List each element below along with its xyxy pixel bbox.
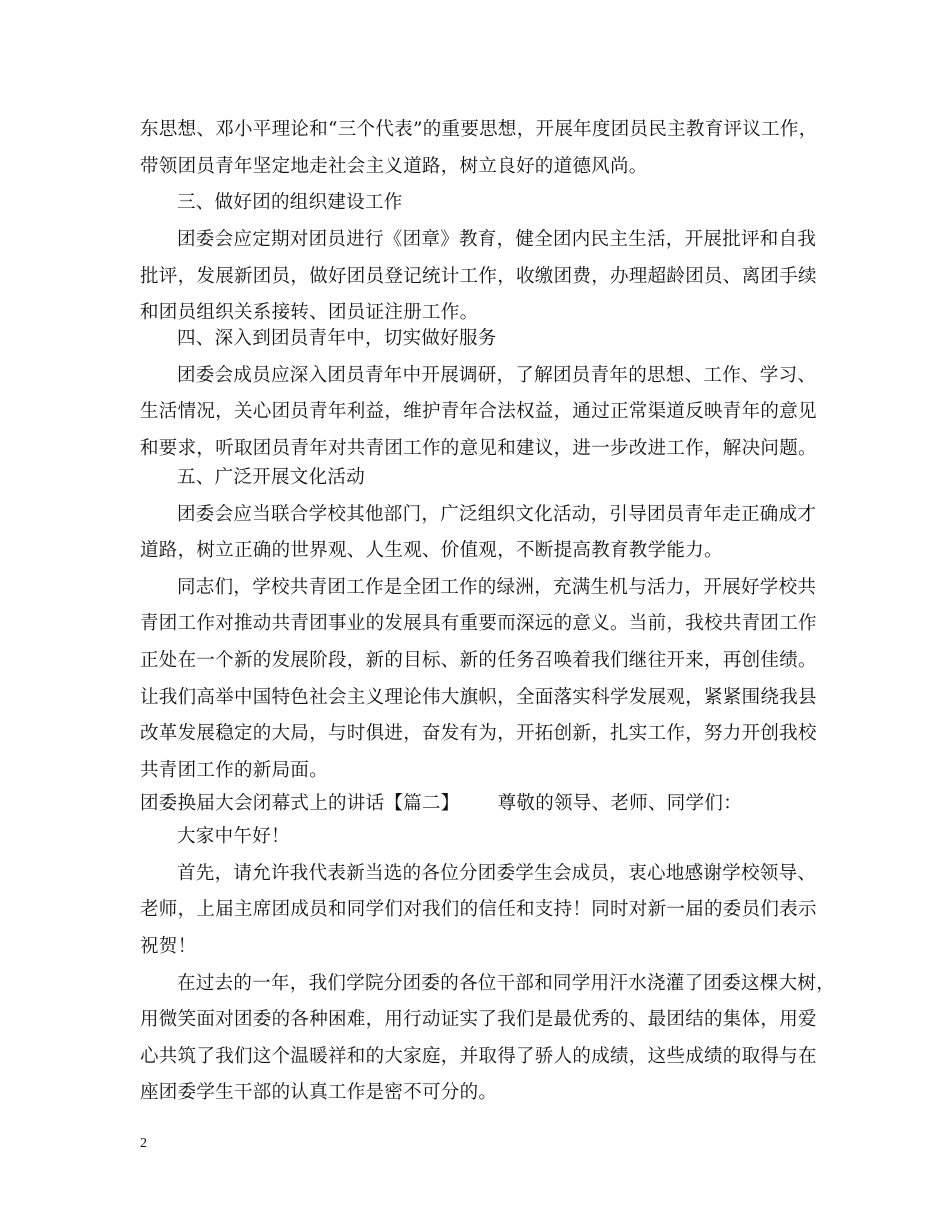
paragraph-line: 和团员组织关系接转、团员证注册工作。 [140, 302, 479, 323]
paragraph-line: 道路，树立正确的世界观、人生观、价值观，不断提高教育教学能力。 [140, 540, 723, 561]
paragraph-line: 在过去的一年，我们学院分团委的各位干部和同学用汗水浇灌了团委这棵大树， [177, 973, 836, 994]
paragraph-line: 改革发展稳定的大局，与时俱进，奋发有为，开拓创新，扎实工作，努力开创我校 [140, 723, 817, 744]
paragraph-line: 团委会应当联合学校其他部门，广泛组织文化活动，引导团员青年走正确成才 [177, 504, 817, 525]
paragraph-line: 批评，发展新团员，做好团员登记统计工作，收缴团费，办理超龄团员、离团手续 [140, 266, 817, 287]
page-number: 2 [140, 1136, 147, 1151]
paragraph-line: 首先，请允许我代表新当选的各位分团委学生会成员，衷心地感谢学校领导、 [177, 863, 817, 884]
paragraph-line: 老师，上届主席团成员和同学们对我们的信任和支持！同时对新一届的委员们表示 [140, 899, 817, 920]
paragraph-line: 座团委学生干部的认真工作是密不可分的。 [140, 1082, 498, 1103]
paragraph-line: 和要求，听取团员青年对共青团工作的意见和建议，进一步改进工作，解决问题。 [140, 438, 817, 459]
paragraph-line: 正处在一个新的发展阶段，新的目标、新的任务召唤着我们继往开来，再创佳绩。 [140, 650, 817, 671]
section-heading: 五、广泛开展文化活动 [177, 467, 366, 488]
paragraph-line: 团委会成员应深入团员青年中开展调研，了解团员青年的思想、工作、学习、 [177, 365, 817, 386]
paragraph-line: 祝贺！ [140, 936, 197, 957]
paragraph-line: 心共筑了我们这个温暖祥和的大家庭，并取得了骄人的成绩，这些成绩的取得与在 [140, 1046, 817, 1067]
paragraph-line: 带领团员青年坚定地走社会主义道路，树立良好的道德风尚。 [140, 156, 648, 177]
paragraph-line: 共青团工作的新局面。 [140, 760, 329, 781]
paragraph-line: 生活情况，关心团员青年利益，维护青年合法权益，通过正常渠道反映青年的意见 [140, 401, 817, 422]
section-heading: 三、做好团的组织建设工作 [177, 192, 403, 213]
paragraph-line: 让我们高举中国特色社会主义理论伟大旗帜，全面落实科学发展观，紧紧围绕我县 [140, 687, 817, 708]
article-title: 团委换届大会闭幕式上的讲话【篇二】 [140, 793, 460, 814]
paragraph-line: 青团工作对推动共青团事业的发展具有重要而深远的意义。当前，我校共青团工作 [140, 613, 817, 634]
greeting: 尊敬的领导、老师、同学们： [497, 793, 743, 814]
paragraph-line: 用微笑面对团委的各种困难，用行动证实了我们是最优秀的、最团结的集体，用爱 [140, 1009, 817, 1030]
paragraph-line: 大家中午好！ [177, 826, 290, 847]
paragraph-line: 团委会应定期对团员进行《团章》教育，健全团内民主生活，开展批评和自我 [177, 229, 817, 250]
paragraph-line: 同志们，学校共青团工作是全团工作的绿洲，充满生机与活力，开展好学校共 [177, 577, 817, 598]
article-heading-line [140, 792, 742, 816]
section-heading: 四、深入到团员青年中，切实做好服务 [177, 328, 497, 349]
paragraph-line: 东思想、邓小平理论和“三个代表”的重要思想，开展年度团员民主教育评议工作， [140, 119, 818, 140]
